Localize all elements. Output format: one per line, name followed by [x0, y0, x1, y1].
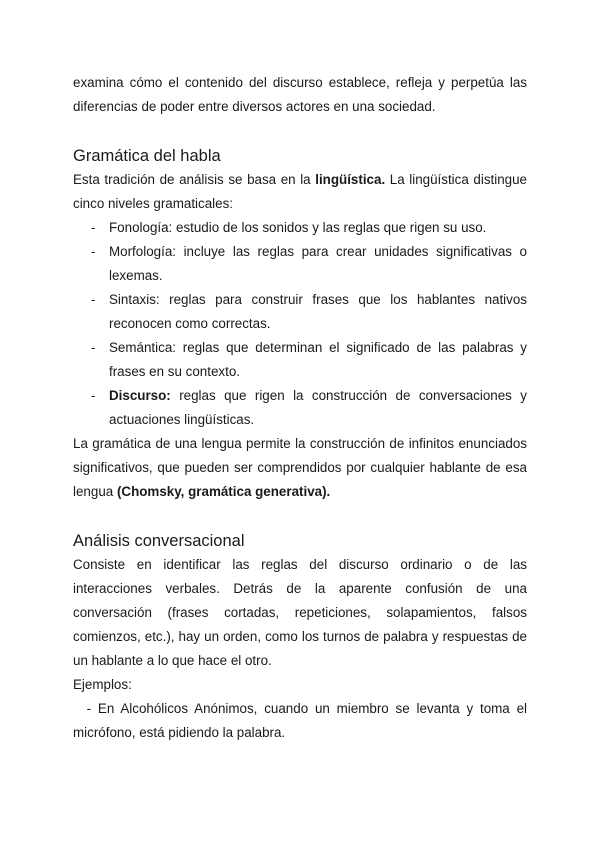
- dash-bullet: -: [91, 388, 96, 403]
- dash-bullet: -: [91, 292, 96, 307]
- dash-bullet: -: [91, 244, 96, 259]
- dash-bullet: -: [91, 220, 96, 235]
- closing-paragraph: [73, 432, 527, 504]
- heading-analisis-conversacional: Análisis conversacional: [73, 532, 245, 550]
- conversational-paragraph: Consiste en identificar las reglas del discurso ordinario o de las interacciones verbales. Detrás de la aparente confusión de una conversación (frases cortadas, repeticiones, solapamientos, falsos comienzos, etc.), hay un orden, como los turnos de palabra y respuestas de un hablante a lo que hace el otro.: [73, 557, 527, 668]
- list-item: [73, 288, 527, 336]
- lead-text-after: La lingüística distingue cinco niveles gramaticales:: [73, 172, 527, 211]
- list-item-text: Morfología: incluye las reglas para crear unidades significativas o lexemas.: [109, 244, 527, 283]
- heading-gramatica-del-habla: Gramática del habla: [73, 147, 221, 165]
- list-item-text: Sintaxis: reglas para construir frases que los hablantes nativos reconocen como correctas.: [109, 292, 527, 331]
- list-item: [73, 384, 527, 432]
- example-item: - En Alcohólicos Anónimos, cuando un miembro se levanta y toma el micrófono, está pidiendo la palabra.: [73, 701, 531, 740]
- closing-bold-citation: (Chomsky, gramática generativa).: [116, 484, 331, 499]
- list-item-text: reglas que rigen la construcción de conversaciones y actuaciones lingüísticas.: [109, 388, 527, 427]
- closing-text: La gramática de una lengua permite la construcción de infinitos enunciados significativos, que pueden ser comprendidos por cualquier hablante de esa lengua: [73, 436, 527, 499]
- dash-bullet: -: [91, 340, 96, 355]
- list-item-bold-term: Discurso:: [109, 388, 171, 403]
- list-item: [73, 336, 527, 384]
- page-content: [73, 71, 531, 745]
- intro-paragraph: examina cómo el contenido del discurso establece, refleja y perpetúa las diferencias de poder entre diversos actores en una sociedad.: [73, 75, 527, 114]
- list-item-text: Semántica: reglas que determinan el significado de las palabras y frases en su contexto.: [109, 340, 527, 379]
- grammar-levels-list: [73, 216, 527, 432]
- lead-text-before: Esta tradición de análisis se basa en la: [73, 172, 316, 187]
- list-item: [73, 240, 527, 288]
- examples-label: Ejemplos:: [73, 677, 132, 692]
- lead-bold-term: lingüística.: [315, 172, 386, 187]
- list-item-text: Fonología: estudio de los sonidos y las reglas que rigen su uso.: [109, 220, 487, 235]
- list-item: [73, 216, 527, 240]
- lead-paragraph: [73, 168, 527, 216]
